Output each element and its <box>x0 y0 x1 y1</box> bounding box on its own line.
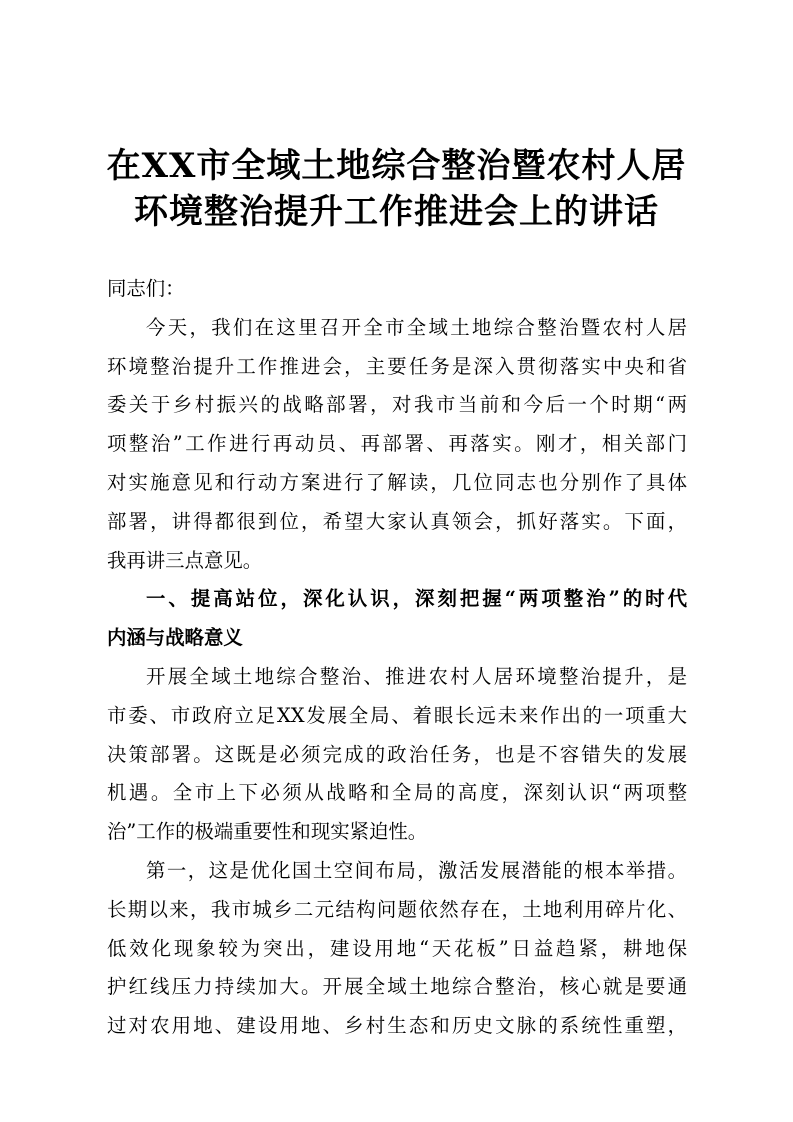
paragraph-line: 治”工作的极端重要性和现实紧迫性。 <box>107 820 428 844</box>
heading-line: 内涵与战略意义 <box>107 626 243 650</box>
salutation: 同志们： <box>107 277 185 300</box>
paragraph-line: 低效化现象较为突出，建设用地“天花板”日益趋紧，耕地保 <box>107 936 687 960</box>
section-heading-1 <box>107 580 687 658</box>
heading-line: 一、提高站位，深化认识，深刻把握“两项整治”的时代 <box>146 587 687 611</box>
paragraph-opening <box>107 309 687 581</box>
paragraph-line: 对实施意见和行动方案进行了解读，几位同志也分别作了具体 <box>107 470 687 494</box>
paragraph-line: 开展全域土地综合整治、推进农村人居环境整治提升，是 <box>146 664 687 688</box>
document-title <box>60 143 733 235</box>
paragraph-line: 长期以来，我市城乡二元结构问题依然存在，土地利用碎片化、 <box>107 897 687 921</box>
paragraph-line: 护红线压力持续加大。开展全域土地综合整治，核心就是要通 <box>107 975 687 999</box>
paragraph-line: 过对农用地、建设用地、乡村生态和历史文脉的系统性重塑， <box>107 1014 687 1038</box>
paragraph-line: 部署，讲得都很到位，希望大家认真领会，抓好落实。下面， <box>107 509 687 533</box>
paragraph-line: 我再讲三点意见。 <box>107 548 263 572</box>
paragraph-line: 机遇。全市上下必须从战略和全局的高度，深刻认识“两项整 <box>107 781 687 805</box>
title-line-2: 环境整治提升工作推进会上的讲话 <box>134 192 659 232</box>
paragraph-line: 今天，我们在这里召开全市全域土地综合整治暨农村人居 <box>146 315 687 339</box>
paragraph-line: 委关于乡村振兴的战略部署，对我市当前和今后一个时期“两 <box>107 393 687 417</box>
paragraph-significance <box>107 658 687 852</box>
title-line-1: 在XX市全域土地综合整治暨农村人居 <box>106 146 687 186</box>
document-body <box>107 270 687 1046</box>
paragraph-line: 第一，这是优化国土空间布局，激活发展潜能的根本举措。 <box>146 858 687 882</box>
paragraph-line: 市委、市政府立足XX发展全局、着眼长远未来作出的一项重大 <box>107 703 687 727</box>
paragraph-line: 决策部署。这既是必须完成的政治任务，也是不容错失的发展 <box>107 742 687 766</box>
paragraph-line: 项整治”工作进行再动员、再部署、再落实。刚才，相关部门 <box>107 432 687 456</box>
paragraph-line: 环境整治提升工作推进会，主要任务是深入贯彻落实中央和省 <box>107 354 687 378</box>
paragraph-first-point <box>107 852 687 1046</box>
